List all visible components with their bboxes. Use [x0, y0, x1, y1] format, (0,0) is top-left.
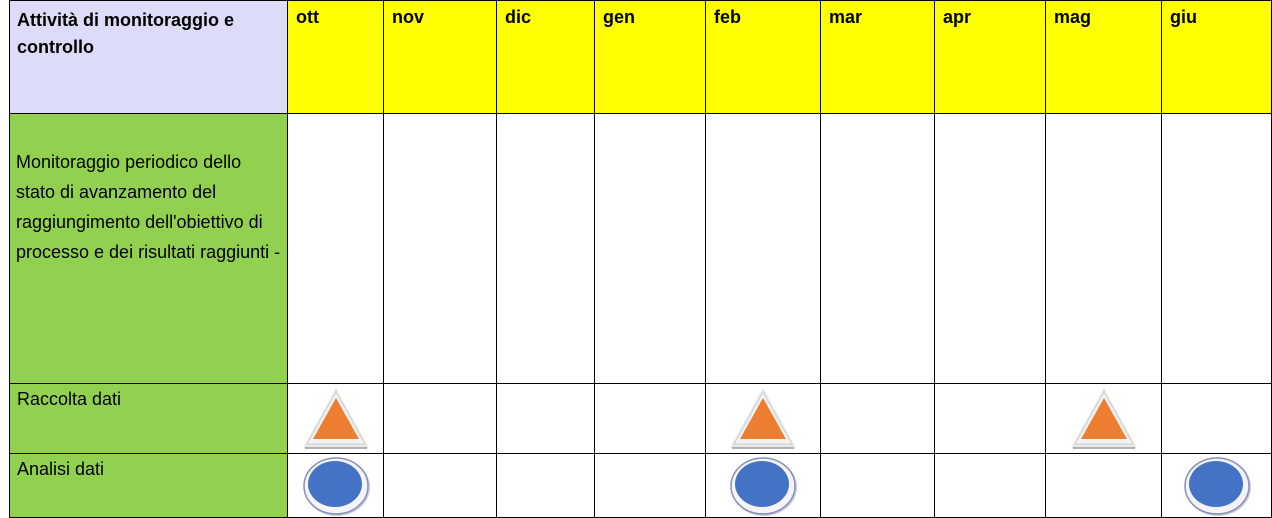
schedule-cell-giu [1162, 384, 1272, 454]
header-title: Attività di monitoraggio e controllo [10, 1, 288, 114]
monitoring-schedule-table [9, 0, 1272, 518]
header-row [10, 1, 1272, 114]
schedule-cell-dic [497, 454, 595, 518]
schedule-cell-gen [595, 114, 706, 384]
month-header-mar: mar [821, 1, 935, 114]
blue-circle-icon [1182, 455, 1252, 517]
schedule-cell-mar [821, 114, 935, 384]
schedule-cell-giu [1162, 454, 1272, 518]
schedule-cell-feb [706, 384, 821, 454]
schedule-cell-mar [821, 454, 935, 518]
schedule-cell-gen [595, 454, 706, 518]
table-row [10, 454, 1272, 518]
month-header-ott: ott [288, 1, 384, 114]
activity-label: Raccolta dati [10, 384, 288, 454]
schedule-cell-mar [821, 384, 935, 454]
table-row [10, 114, 1272, 384]
schedule-cell-ott [288, 114, 384, 384]
month-header-mag: mag [1046, 1, 1162, 114]
orange-triangle-icon [728, 386, 798, 452]
schedule-cell-giu [1162, 114, 1272, 384]
schedule-cell-apr [935, 454, 1046, 518]
activity-label: Analisi dati [10, 454, 288, 518]
schedule-cell-dic [497, 114, 595, 384]
schedule-cell-feb [706, 454, 821, 518]
schedule-cell-gen [595, 384, 706, 454]
blue-circle-icon [301, 455, 371, 517]
schedule-cell-apr [935, 384, 1046, 454]
schedule-cell-ott [288, 454, 384, 518]
month-header-nov: nov [384, 1, 497, 114]
table-row [10, 384, 1272, 454]
schedule-cell-feb [706, 114, 821, 384]
month-header-feb: feb [706, 1, 821, 114]
month-header-apr: apr [935, 1, 1046, 114]
schedule-cell-nov [384, 114, 497, 384]
schedule-cell-mag [1046, 384, 1162, 454]
orange-triangle-icon [1069, 386, 1139, 452]
schedule-cell-ott [288, 384, 384, 454]
month-header-giu: giu [1162, 1, 1272, 114]
schedule-cell-apr [935, 114, 1046, 384]
schedule-cell-mag [1046, 114, 1162, 384]
schedule-cell-mag [1046, 454, 1162, 518]
schedule-cell-nov [384, 384, 497, 454]
month-header-dic: dic [497, 1, 595, 114]
schedule-cell-dic [497, 384, 595, 454]
activity-label: Monitoraggio periodico dello stato di avanzamento del raggiungimento dell'obiettivo di processo e dei risultati raggiunti - [10, 114, 288, 384]
orange-triangle-icon [301, 386, 371, 452]
blue-circle-icon [728, 455, 798, 517]
month-header-gen: gen [595, 1, 706, 114]
schedule-cell-nov [384, 454, 497, 518]
